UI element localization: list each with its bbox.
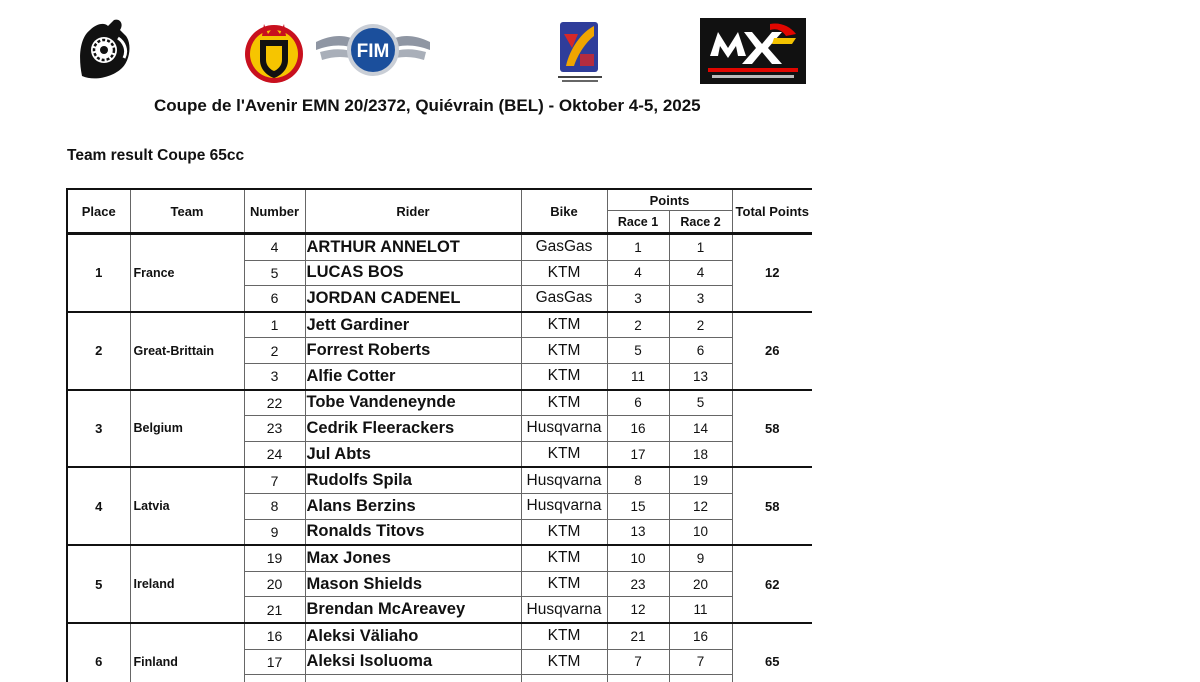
- race-1-points: 10: [607, 545, 669, 571]
- race-2-points: [669, 675, 732, 682]
- race-1-points: 15: [607, 493, 669, 519]
- team-group: [67, 312, 812, 390]
- rider-name: Tobe Vandeneynde: [305, 390, 521, 416]
- rider-name: Forrest Roberts: [305, 338, 521, 364]
- regional-federation-logo: [556, 18, 604, 84]
- race-2-points: 1: [669, 234, 732, 261]
- rider-name: Jett Gardiner: [305, 312, 521, 338]
- race-2-points: 7: [669, 649, 732, 675]
- table-row: [67, 545, 812, 571]
- header-total-points: Total Points: [732, 189, 812, 234]
- race-2-points: 13: [669, 363, 732, 389]
- team-group: [67, 234, 812, 312]
- rider-number: 9: [244, 519, 305, 545]
- rider-name: Brendan McAreavey: [305, 597, 521, 623]
- team-results-table: [66, 188, 812, 682]
- race-1-points: 3: [607, 286, 669, 312]
- team-place: 5: [67, 545, 130, 623]
- rider-bike: KTM: [521, 649, 607, 675]
- rider-name: Jul Abts: [305, 441, 521, 467]
- team-name: Ireland: [130, 545, 244, 623]
- team-total-points: 58: [732, 390, 812, 468]
- rider-number: 3: [244, 363, 305, 389]
- rider-bike: KTM: [521, 312, 607, 338]
- race-1-points: 16: [607, 416, 669, 442]
- rider-name: Rudolfs Spila: [305, 467, 521, 493]
- team-total-points: 12: [732, 234, 812, 312]
- rider-number: 8: [244, 493, 305, 519]
- race-2-points: 5: [669, 390, 732, 416]
- team-results-table-wrapper: [66, 188, 812, 682]
- team-name: Latvia: [130, 467, 244, 545]
- rider-number: 1: [244, 312, 305, 338]
- team-group: [67, 545, 812, 623]
- rider-bike: KTM: [521, 338, 607, 364]
- rider-name: Alfie Cotter: [305, 363, 521, 389]
- team-name: Belgium: [130, 390, 244, 468]
- rider-bike: KTM: [521, 519, 607, 545]
- team-name: Finland: [130, 623, 244, 682]
- header-race-1: Race 1: [607, 211, 669, 234]
- header-team: Team: [130, 189, 244, 234]
- rider-name: JORDAN CADENEL: [305, 286, 521, 312]
- fim-wings-logo: [312, 20, 434, 78]
- race-1-points: 2: [607, 312, 669, 338]
- rider-number: 4: [244, 234, 305, 261]
- team-total-points: 58: [732, 467, 812, 545]
- race-2-points: 6: [669, 338, 732, 364]
- rider-name: Aleksi Isoluoma: [305, 649, 521, 675]
- document-subtitle: Team result Coupe 65cc: [67, 147, 245, 164]
- rider-name: Cedrik Fleerackers: [305, 416, 521, 442]
- team-total-points: 62: [732, 545, 812, 623]
- rider-number: 6: [244, 286, 305, 312]
- rider-number: 20: [244, 571, 305, 597]
- rider-number: 21: [244, 597, 305, 623]
- rider-name: Mason Shields: [305, 571, 521, 597]
- race-2-points: 12: [669, 493, 732, 519]
- race-1-points: 6: [607, 390, 669, 416]
- team-group: [67, 390, 812, 468]
- race-1-points: 5: [607, 338, 669, 364]
- rider-bike: KTM: [521, 390, 607, 416]
- rider-bike: KTM: [521, 571, 607, 597]
- race-2-points: 18: [669, 441, 732, 467]
- team-place: 4: [67, 467, 130, 545]
- rider-number: 17: [244, 649, 305, 675]
- team-name: France: [130, 234, 244, 312]
- rider-bike: KTM: [521, 363, 607, 389]
- team-place: 6: [67, 623, 130, 682]
- race-1-points: 23: [607, 571, 669, 597]
- team-group: [67, 467, 812, 545]
- rider-name: ARTHUR ANNELOT: [305, 234, 521, 261]
- rider-number: 24: [244, 441, 305, 467]
- rider-name: LUCAS BOS: [305, 260, 521, 286]
- rider-name: Alans Berzins: [305, 493, 521, 519]
- race-2-points: 3: [669, 286, 732, 312]
- race-1-points: 13: [607, 519, 669, 545]
- rider-bike: KTM: [521, 260, 607, 286]
- header-race-2: Race 2: [669, 211, 732, 234]
- race-1-points: 21: [607, 623, 669, 649]
- team-total-points: 65: [732, 623, 812, 682]
- race-2-points: 4: [669, 260, 732, 286]
- team-place: 1: [67, 234, 130, 312]
- header-place: Place: [67, 189, 130, 234]
- race-2-points: 14: [669, 416, 732, 442]
- team-group: [67, 623, 812, 682]
- table-row: [67, 312, 812, 338]
- rider-number: 5: [244, 260, 305, 286]
- header-rider: Rider: [305, 189, 521, 234]
- rider-number: 22: [244, 390, 305, 416]
- rider-bike: GasGas: [521, 234, 607, 261]
- rider-number: 16: [244, 623, 305, 649]
- table-row: [67, 234, 812, 261]
- rider-bike: KTM: [521, 441, 607, 467]
- team-place: 3: [67, 390, 130, 468]
- race-1-points: 4: [607, 260, 669, 286]
- race-1-points: 11: [607, 363, 669, 389]
- race-2-points: 2: [669, 312, 732, 338]
- rider-number: 7: [244, 467, 305, 493]
- header-points: Points: [607, 189, 732, 211]
- table-row: [67, 390, 812, 416]
- rider-number: [244, 675, 305, 682]
- rider-bike: KTM: [521, 545, 607, 571]
- race-1-points: 1: [607, 234, 669, 261]
- rider-bike: Husqvarna: [521, 493, 607, 519]
- table-row: [67, 467, 812, 493]
- rider-name: Aleksi Väliaho: [305, 623, 521, 649]
- header-bike: Bike: [521, 189, 607, 234]
- logo-strip: [0, 8, 1200, 88]
- header-number: Number: [244, 189, 305, 234]
- race-1-points: [607, 675, 669, 682]
- race-2-points: 9: [669, 545, 732, 571]
- race-1-points: 12: [607, 597, 669, 623]
- rider-bike: Husqvarna: [521, 416, 607, 442]
- table-row: [67, 623, 812, 649]
- rider-number: 23: [244, 416, 305, 442]
- table-header: [67, 189, 812, 234]
- rider-bike: KTM: [521, 623, 607, 649]
- rider-name: Ronalds Titovs: [305, 519, 521, 545]
- rider-bike: [521, 675, 607, 682]
- race-2-points: 11: [669, 597, 732, 623]
- race-2-points: 16: [669, 623, 732, 649]
- race-1-points: 17: [607, 441, 669, 467]
- rider-number: 2: [244, 338, 305, 364]
- team-name: Great-Brittain: [130, 312, 244, 390]
- crest-logo: [242, 16, 306, 86]
- race-2-points: 10: [669, 519, 732, 545]
- rider-bike: Husqvarna: [521, 597, 607, 623]
- rider-name: Max Jones: [305, 545, 521, 571]
- race-2-points: 19: [669, 467, 732, 493]
- svg-text:FIM: FIM: [356, 41, 390, 62]
- rider-bike: Husqvarna: [521, 467, 607, 493]
- rider-bike: GasGas: [521, 286, 607, 312]
- rider-number: 19: [244, 545, 305, 571]
- mx-motocross-logo: [700, 18, 806, 84]
- race-1-points: 7: [607, 649, 669, 675]
- hand-gear-logo: [74, 16, 136, 84]
- document-title: Coupe de l'Avenir EMN 20/2372, Quiévrain (BEL) - Oktober 4-5, 2025: [154, 96, 701, 115]
- race-1-points: 8: [607, 467, 669, 493]
- team-place: 2: [67, 312, 130, 390]
- race-2-points: 20: [669, 571, 732, 597]
- team-total-points: 26: [732, 312, 812, 390]
- rider-name: [305, 675, 521, 682]
